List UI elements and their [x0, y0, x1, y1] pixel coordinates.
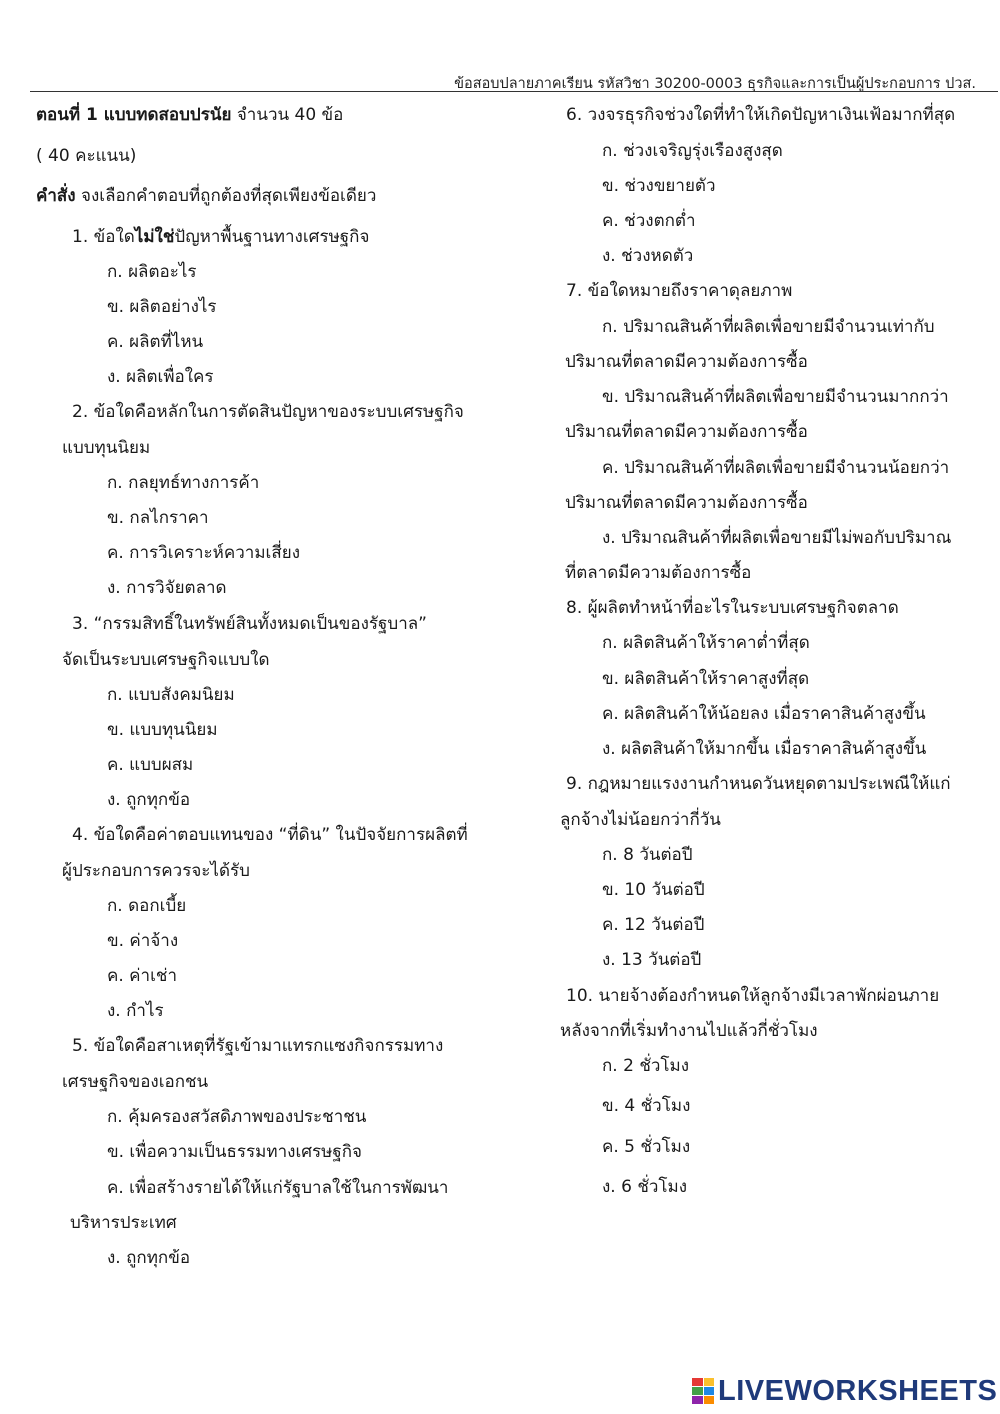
question-4-cont: ผู้ประกอบการควรจะได้รับ — [62, 861, 250, 881]
choice[interactable]: ง. ปริมาณสินค้าที่ผลิตเพื่อขายมีไม่พอกับปริมาณ — [602, 528, 952, 548]
choice[interactable]: ค. ผลิตที่ไหน — [107, 332, 204, 352]
question-4: 4. ข้อใดคือค่าตอบแทนของ “ที่ดิน” ในปัจจัยการผลิตที่ — [72, 825, 468, 845]
question-6: 6. วงจรธุรกิจช่วงใดที่ทำให้เกิดปัญหาเงินเฟ้อมากที่สุด — [566, 105, 956, 125]
choice[interactable]: ง. การวิจัยตลาด — [107, 578, 227, 598]
logo-text: LIVEWORKSHEETS — [718, 1374, 998, 1407]
choice-cont: ปริมาณที่ตลาดมีความต้องการซื้อ — [565, 352, 808, 372]
choice[interactable]: ก. คุ้มครองสวัสดิภาพของประชาชน — [107, 1107, 367, 1127]
instruction-line — [36, 182, 376, 209]
header-title: ข้อสอบปลายภาคเรียน รหัสวิชา 30200-0003 ธุรกิจและการเป็นผู้ประกอบการ ปวส. — [454, 76, 976, 92]
choice[interactable]: ก. ช่วงเจริญรุ่งเรืองสูงสุด — [602, 141, 783, 161]
question-3-cont: จัดเป็นระบบเศรษฐกิจแบบใด — [62, 650, 270, 670]
part-title — [36, 101, 343, 128]
choice[interactable]: ข. แบบทุนนิยม — [107, 720, 218, 740]
question-1-pre: 1. ข้อใด — [72, 227, 135, 247]
question-5: 5. ข้อใดคือสาเหตุที่รัฐเข้ามาแทรกแซงกิจกรรมทาง — [72, 1036, 444, 1056]
choice[interactable]: ข. เพื่อความเป็นธรรมทางเศรษฐกิจ — [107, 1142, 363, 1162]
question-3: 3. “กรรมสิทธิ์ในทรัพย์สินทั้งหมดเป็นของรัฐบาล” — [72, 614, 427, 634]
liveworksheets-logo[interactable] — [692, 1374, 997, 1408]
choice[interactable]: ข. ช่วงขยายตัว — [602, 176, 716, 196]
score-line: ( 40 คะแนน) — [36, 146, 137, 166]
question-1-emphasis: ไม่ใช่ — [134, 227, 175, 247]
choice[interactable]: ก. แบบสังคมนิยม — [107, 685, 235, 705]
choice[interactable]: ข. ผลิตสินค้าให้ราคาสูงที่สุด — [602, 669, 810, 689]
choice[interactable]: ข. ผลิตอย่างไร — [107, 297, 217, 317]
choice[interactable]: ก. 2 ชั่วโมง — [602, 1056, 690, 1076]
choice[interactable]: ค. เพื่อสร้างรายได้ให้แก่รัฐบาลใช้ในการพัฒนา — [107, 1178, 449, 1198]
choice[interactable]: ก. กลยุทธ์ทางการค้า — [107, 473, 260, 493]
choice-cont: บริหารประเทศ — [70, 1213, 177, 1233]
choice[interactable]: ข. ค่าจ้าง — [107, 931, 179, 951]
choice[interactable]: ข. 10 วันต่อปี — [602, 880, 705, 900]
question-7: 7. ข้อใดหมายถึงราคาดุลยภาพ — [566, 281, 793, 301]
question-10-cont: หลังจากที่เริ่มทำงานไปแล้วกี่ชั่วโมง — [560, 1021, 818, 1041]
question-2: 2. ข้อใดคือหลักในการตัดสินปัญหาของระบบเศรษฐกิจ — [72, 402, 464, 422]
choice[interactable]: ง. ถูกทุกข้อ — [107, 790, 191, 810]
question-2-cont: แบบทุนนิยม — [62, 438, 151, 458]
choice[interactable]: ค. ปริมาณสินค้าที่ผลิตเพื่อขายมีจำนวนน้อยกว่า — [602, 458, 950, 478]
choice-cont: ปริมาณที่ตลาดมีความต้องการซื้อ — [565, 422, 808, 442]
liveworksheets-logo-icon — [692, 1378, 714, 1404]
choice-cont: ที่ตลาดมีความต้องการซื้อ — [565, 563, 752, 583]
question-10: 10. นายจ้างต้องกำหนดให้ลูกจ้างมีเวลาพักผ่อนภาย — [566, 986, 940, 1006]
part-count: จำนวน 40 ข้อ — [231, 105, 344, 125]
header-divider — [30, 91, 998, 92]
instruction-label: คำสั่ง — [36, 186, 76, 206]
choice[interactable]: ค. 5 ชั่วโมง — [602, 1137, 691, 1157]
choice[interactable]: ง. ถูกทุกข้อ — [107, 1248, 191, 1268]
choice[interactable]: ค. การวิเคราะห์ความเสี่ยง — [107, 543, 301, 563]
choice[interactable]: ค. ช่วงตกต่ำ — [602, 211, 696, 231]
choice[interactable]: ค. ผลิตสินค้าให้น้อยลง เมื่อราคาสินค้าสูงขึ้น — [602, 704, 926, 724]
choice[interactable]: ง. กำไร — [107, 1001, 164, 1021]
choice[interactable]: ก. 8 วันต่อปี — [602, 845, 693, 865]
choice[interactable]: ง. ผลิตสินค้าให้มากขึ้น เมื่อราคาสินค้าสูงขึ้น — [602, 739, 927, 759]
choice[interactable]: ค. แบบผสม — [107, 755, 194, 775]
choice[interactable]: ก. ปริมาณสินค้าที่ผลิตเพื่อขายมีจำนวนเท่ากับ — [602, 317, 935, 337]
choice[interactable]: ข. กลไกราคา — [107, 508, 209, 528]
choice-cont: ปริมาณที่ตลาดมีความต้องการซื้อ — [565, 493, 808, 513]
question-8: 8. ผู้ผลิตทำหน้าที่อะไรในระบบเศรษฐกิจตลาด — [566, 598, 899, 618]
choice[interactable]: ข. 4 ชั่วโมง — [602, 1096, 691, 1116]
choice[interactable]: ก. ผลิตสินค้าให้ราคาต่ำที่สุด — [602, 633, 810, 653]
choice[interactable]: ง. 6 ชั่วโมง — [602, 1177, 688, 1197]
question-1-post: ปัญหาพื้นฐานทางเศรษฐกิจ — [174, 227, 370, 247]
choice[interactable]: ง. ช่วงหดตัว — [602, 246, 694, 266]
instruction-text: จงเลือกคำตอบที่ถูกต้องที่สุดเพียงข้อเดียว — [75, 186, 377, 206]
choice[interactable]: ก. ผลิตอะไร — [107, 262, 197, 282]
choice[interactable]: ค. ค่าเช่า — [107, 966, 177, 986]
choice[interactable]: ง. 13 วันต่อปี — [602, 950, 702, 970]
question-9: 9. กฎหมายแรงงานกำหนดวันหยุดตามประเพณีให้แก่ — [566, 774, 951, 794]
part-label: ตอนที่ 1 แบบทดสอบปรนัย — [36, 105, 232, 125]
question-1 — [72, 223, 369, 250]
question-5-cont: เศรษฐกิจของเอกชน — [62, 1072, 209, 1092]
choice[interactable]: ข. ปริมาณสินค้าที่ผลิตเพื่อขายมีจำนวนมากกว่า — [602, 387, 949, 407]
question-9-cont: ลูกจ้างไม่น้อยกว่ากี่วัน — [560, 810, 721, 830]
choice[interactable]: ง. ผลิตเพื่อใคร — [107, 367, 214, 387]
choice[interactable]: ก. ดอกเบี้ย — [107, 896, 187, 916]
choice[interactable]: ค. 12 วันต่อปี — [602, 915, 705, 935]
